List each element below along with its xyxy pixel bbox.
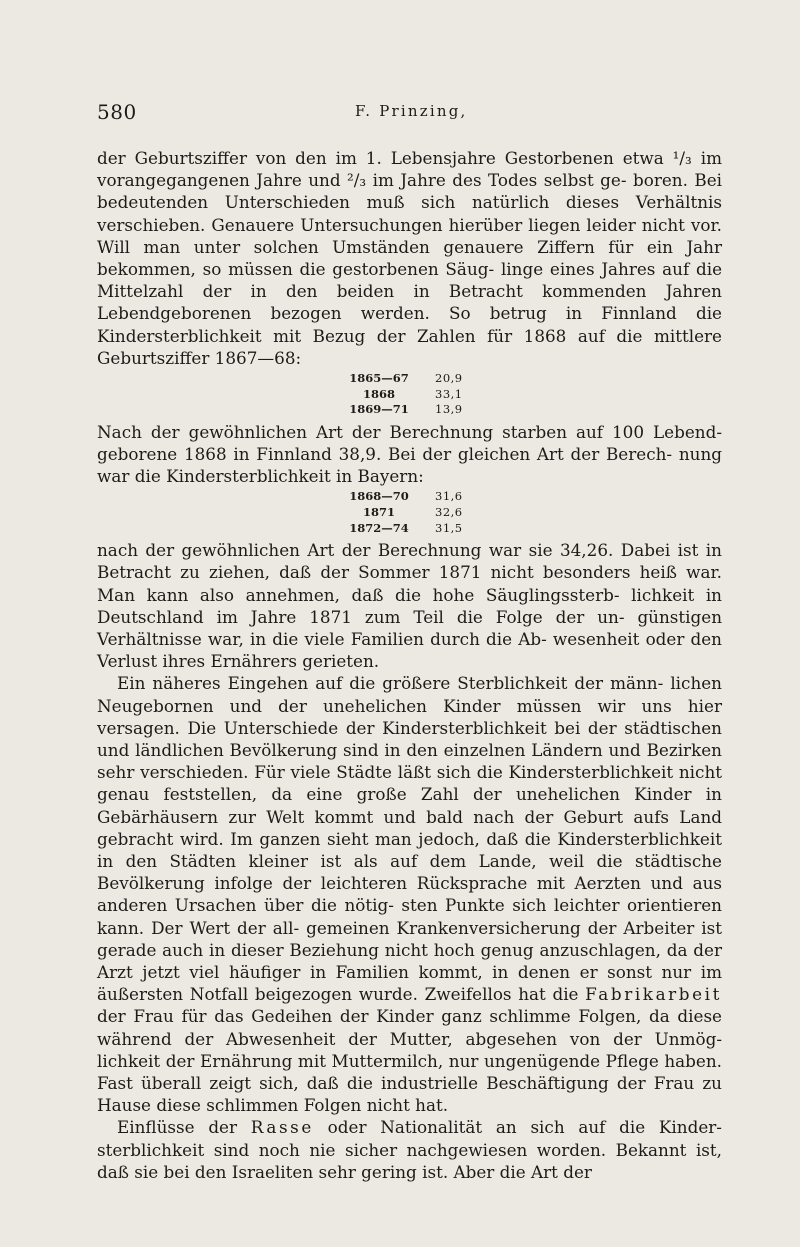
text-line: die Kindersterblichkeit nicht genau feststellen, da eine große Zahl	[97, 762, 722, 805]
table-row	[343, 402, 463, 418]
text-line: heiß war. Man kann also annehmen, daß die hohe Säuglingssterb-	[97, 562, 722, 605]
finland-mortality-table	[343, 371, 463, 418]
text-line: ist, daß sie bei den Israeliten sehr gering ist. Aber die Art der	[97, 1139, 722, 1182]
text-line-start: Einflüsse der	[117, 1117, 251, 1138]
text-line: jedoch, daß die Kindersterblichkeit in den Städten kleiner ist als	[97, 828, 722, 872]
table-cell-rate: 31,5	[435, 520, 463, 535]
paragraph-urban-rural	[97, 672, 722, 1116]
text-line: Frau für das Gedeihen der Kinder ganz schlimme Folgen, da diese	[133, 1006, 722, 1027]
text-line: in Finnland die Kindersterblichkeit mit Bezug der Zahlen für 1868	[97, 303, 722, 346]
table-cell-rate: 33,1	[435, 386, 463, 401]
text-line: auf dem Lande, weil die städtische Bevölkerung infolge der leichteren	[97, 851, 722, 894]
text-line: kommenden Jahren Lebendgeborenen bezogen werden. So betrug	[97, 281, 722, 324]
page-number: 580	[97, 100, 137, 124]
table-cell-period: 1868	[362, 386, 395, 401]
emphasized-term-rasse: Rasse	[250, 1117, 314, 1138]
table-cell-rate: 13,9	[435, 402, 463, 417]
paragraph-finland-bavaria	[97, 421, 722, 488]
text-line: hier versagen. Die Unterschiede der Kindersterblichkeit bei der	[97, 695, 722, 738]
text-line: nach der gewöhnlichen Art der Berechnung war sie 34,26. Dabei	[97, 540, 671, 561]
text-line-end: oder Nationalität an sich auf die Kinder-	[313, 1117, 722, 1138]
text-line: während der Abwesenheit der Mutter, abgesehen von der Unmög-	[97, 1028, 722, 1049]
table-cell-period: 1871	[362, 505, 395, 520]
text-line: Nach der gewöhnlichen Art der Berechnung starben auf 100 Lebend-	[97, 421, 722, 442]
text-line: boren. Bei bedeutenden Unterschieden muß sich natürlich dieses	[97, 170, 723, 213]
table-cell-rate: 32,6	[435, 505, 463, 520]
paragraph-germany-1871	[97, 539, 722, 672]
text-line: nung war die Kindersterblichkeit in Bayern:	[97, 444, 722, 487]
text-line: häufiger in Familien kommt, in denen er sonst nur im äußersten	[97, 962, 722, 1005]
text-line: Rücksprache mit Aerzten und aus anderen Ursachen über die nötig-	[97, 873, 722, 916]
text-line: lichkeit in Deutschland im Jahre 1871 zum Teil die Folge der un-	[97, 584, 722, 627]
text-line-start: Notfall beigezogen wurde. Zweifellos hat die	[189, 984, 586, 1005]
paragraph-infant-mortality-method	[97, 147, 722, 369]
text-line: Ländern und Bezirken sehr verschieden. Für viele Städte läßt sich	[97, 740, 722, 783]
text-line: sterblichkeit sind noch nie sicher nachgewiesen worden. Bekannt	[97, 1139, 687, 1160]
table-row	[343, 387, 463, 403]
text-line: sten Punkte sich leichter orientieren kann. Der Wert der all-	[97, 895, 722, 938]
text-line: der Frau zu Hause diese schlimmen Folgen nicht hat.	[97, 1073, 722, 1116]
table-cell-period: 1865—67	[349, 371, 409, 386]
text-line: lichen Neugebornen und der unehelichen Kinder müssen wir uns	[97, 673, 722, 716]
text-line: Verhältnis verschieben. Genauere Untersuchungen hierüber liegen	[97, 192, 722, 235]
table-row	[343, 371, 463, 387]
text-line: haben. Fast überall zeigt sich, daß die industrielle Beschäftigung	[97, 1050, 722, 1094]
text-line: im vorangegangenen Jahre und ²/₃ im Jahre des Todes selbst ge-	[97, 148, 722, 191]
paragraph-race-nationality	[97, 1116, 722, 1183]
page-header	[97, 100, 722, 126]
text-line: ist in Betracht zu ziehen, daß der Sommer 1871 nicht besonders	[97, 540, 722, 583]
text-line: lichkeit der Ernährung mit Muttermilch, nur ungenügende Pflege	[97, 1050, 659, 1071]
table-cell-rate: 20,9	[435, 371, 463, 386]
text-line: Ein näheres Eingehen auf die größere Sterblichkeit der männ-	[117, 673, 664, 694]
table-row	[343, 521, 463, 537]
table-row	[343, 489, 463, 505]
text-line: gemeinen Krankenversicherung der Arbeiter ist gerade auch in dieser	[97, 917, 722, 960]
table-cell-period: 1869—71	[349, 402, 409, 417]
text-line: der unehelichen Kinder in Gebärhäusern zur Welt kommt und bald	[97, 784, 722, 827]
text-line: nach der Geburt aufs Land gebracht wird. Im ganzen sieht man	[97, 806, 722, 849]
text-line: wesenheit oder den Verlust ihres Ernährers gerieten.	[97, 629, 722, 672]
bavaria-mortality-table	[343, 489, 463, 536]
table-cell-period: 1868—70	[349, 489, 409, 504]
text-line: Ziffern für ein Jahr bekommen, so müssen die gestorbenen Säug-	[97, 236, 722, 280]
text-line: geborene 1868 in Finnland 38,9. Bei der gleichen Art der Berech-	[97, 444, 673, 465]
body-text	[97, 147, 722, 1183]
table-cell-rate: 31,6	[435, 489, 463, 504]
text-line: günstigen Verhältnisse war, in die viele Familien durch die Ab-	[97, 606, 722, 650]
text-line-end: der	[97, 1006, 126, 1027]
emphasized-term-fabrikarbeit: Fabrikarbeit	[585, 984, 722, 1005]
text-line: Beziehung nicht hoch genug anzuschlagen, da der Arzt jetzt viel	[97, 939, 722, 983]
text-line: linge eines Jahres auf die Mittelzahl der in den beiden in Betracht	[97, 259, 722, 302]
text-line: städtischen und ländlichen Bevölkerung sind in den einzelnen	[97, 717, 722, 761]
table-row	[343, 505, 463, 521]
text-line: der Geburtsziffer von den im 1. Lebensjahre Gestorbenen etwa ¹/₃	[97, 148, 692, 168]
text-line: leider nicht vor. Will man unter solchen Umständen genauere	[97, 214, 722, 257]
table-cell-period: 1872—74	[349, 520, 409, 535]
running-head: F. Prinzing,	[355, 102, 468, 120]
text-line: auf die mittlere Geburtsziffer 1867—68:	[97, 325, 722, 368]
